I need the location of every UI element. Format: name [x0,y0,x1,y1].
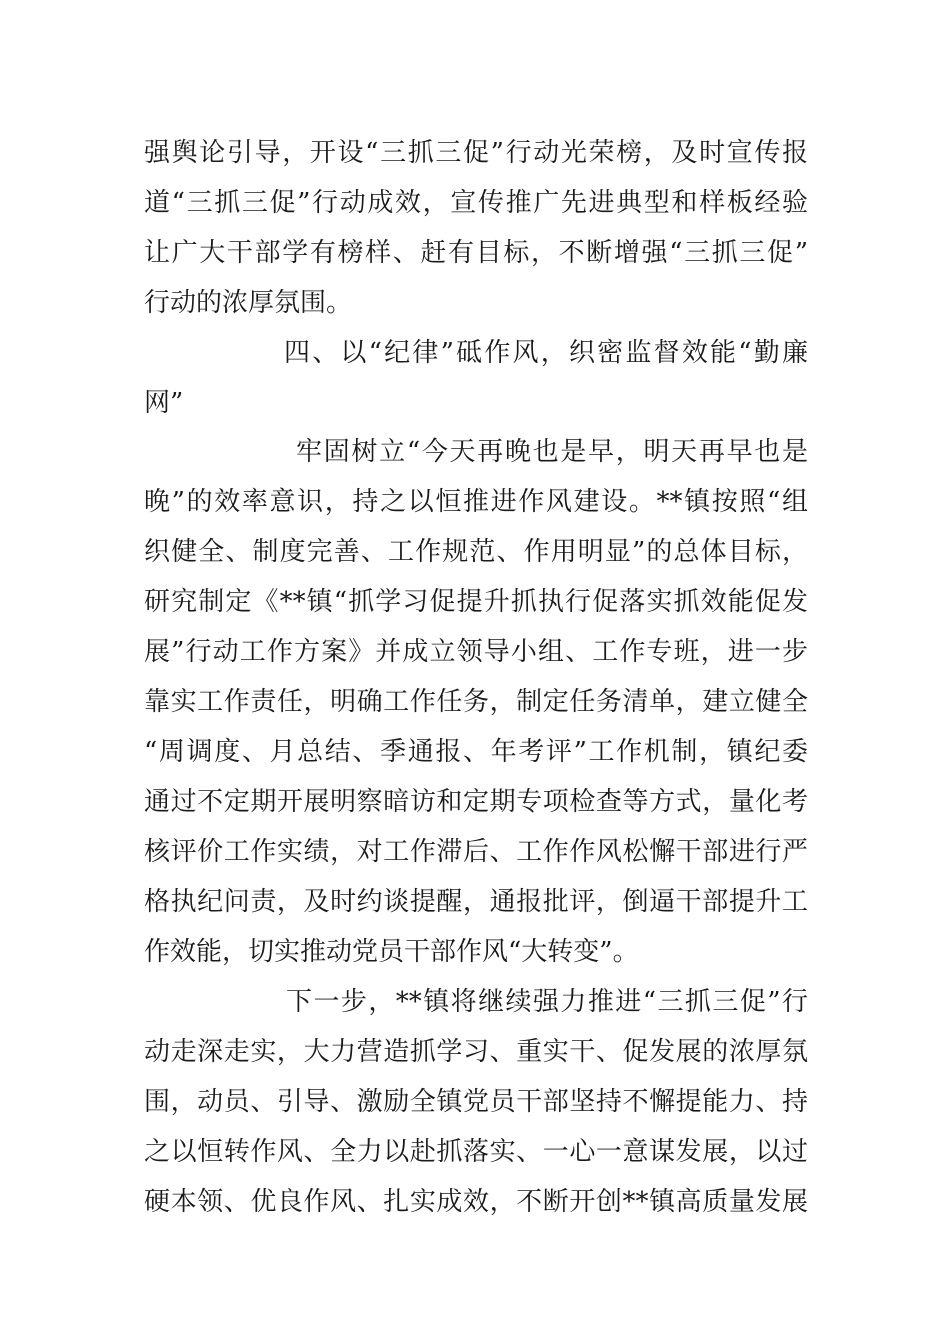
text-line: 晚”的效率意识，持之以恒推进作风建设。**镇按照“组 [144,487,808,517]
paragraph-first-line: 下一步，**镇将继续强力推进“三抓三促”行 [286,987,808,1017]
text-line: 强舆论引导，开设“三抓三促”行动光荣榜，及时宣传报 [144,138,808,168]
section-heading-continuation: 网” [144,388,184,418]
paragraph-first-line: 牢固树立“今天再晚也是早，明天再早也是 [296,437,808,467]
section-heading: 四、以“纪律”砥作风，织密监督效能“勤廉 [284,338,808,368]
text-line: 动走深走实，大力营造抓学习、重实干、促发展的浓厚氛 [144,1037,808,1067]
text-line: 让广大干部学有榜样、赶有目标，不断增强“三抓三促” [144,238,808,268]
text-line: 行动的浓厚氛围。 [144,288,353,318]
text-line: “周调度、月总结、季通报、年考评”工作机制，镇纪委 [144,737,808,767]
text-line: 核评价工作实绩，对工作滞后、工作作风松懈干部进行严 [144,837,808,867]
text-line: 道“三抓三促”行动成效，宣传推广先进典型和样板经验 [144,188,808,218]
text-line: 作效能，切实推动党员干部作风“大转变”。 [144,937,639,967]
text-line: 靠实工作责任，明确工作任务，制定任务清单，建立健全 [144,687,808,717]
text-line: 围，动员、引导、激励全镇党员干部坚持不懈提能力、持 [144,1087,808,1117]
text-line: 展”行动工作方案》并成立领导小组、工作专班，进一步 [144,637,808,667]
text-line: 通过不定期开展明察暗访和定期专项检查等方式，量化考 [144,787,808,817]
text-line: 格执纪问责，及时约谈提醒，通报批评，倒逼干部提升工 [144,887,808,917]
text-line: 织健全、制度完善、工作规范、作用明显”的总体目标， [144,537,808,567]
text-line: 硬本领、优良作风、扎实成效，不断开创**镇高质量发展 [144,1187,808,1217]
text-line: 研究制定《**镇“抓学习促提升抓执行促落实抓效能促发 [144,587,808,617]
text-line: 之以恒转作风、全力以赴抓落实、一心一意谋发展，以过 [144,1137,808,1167]
